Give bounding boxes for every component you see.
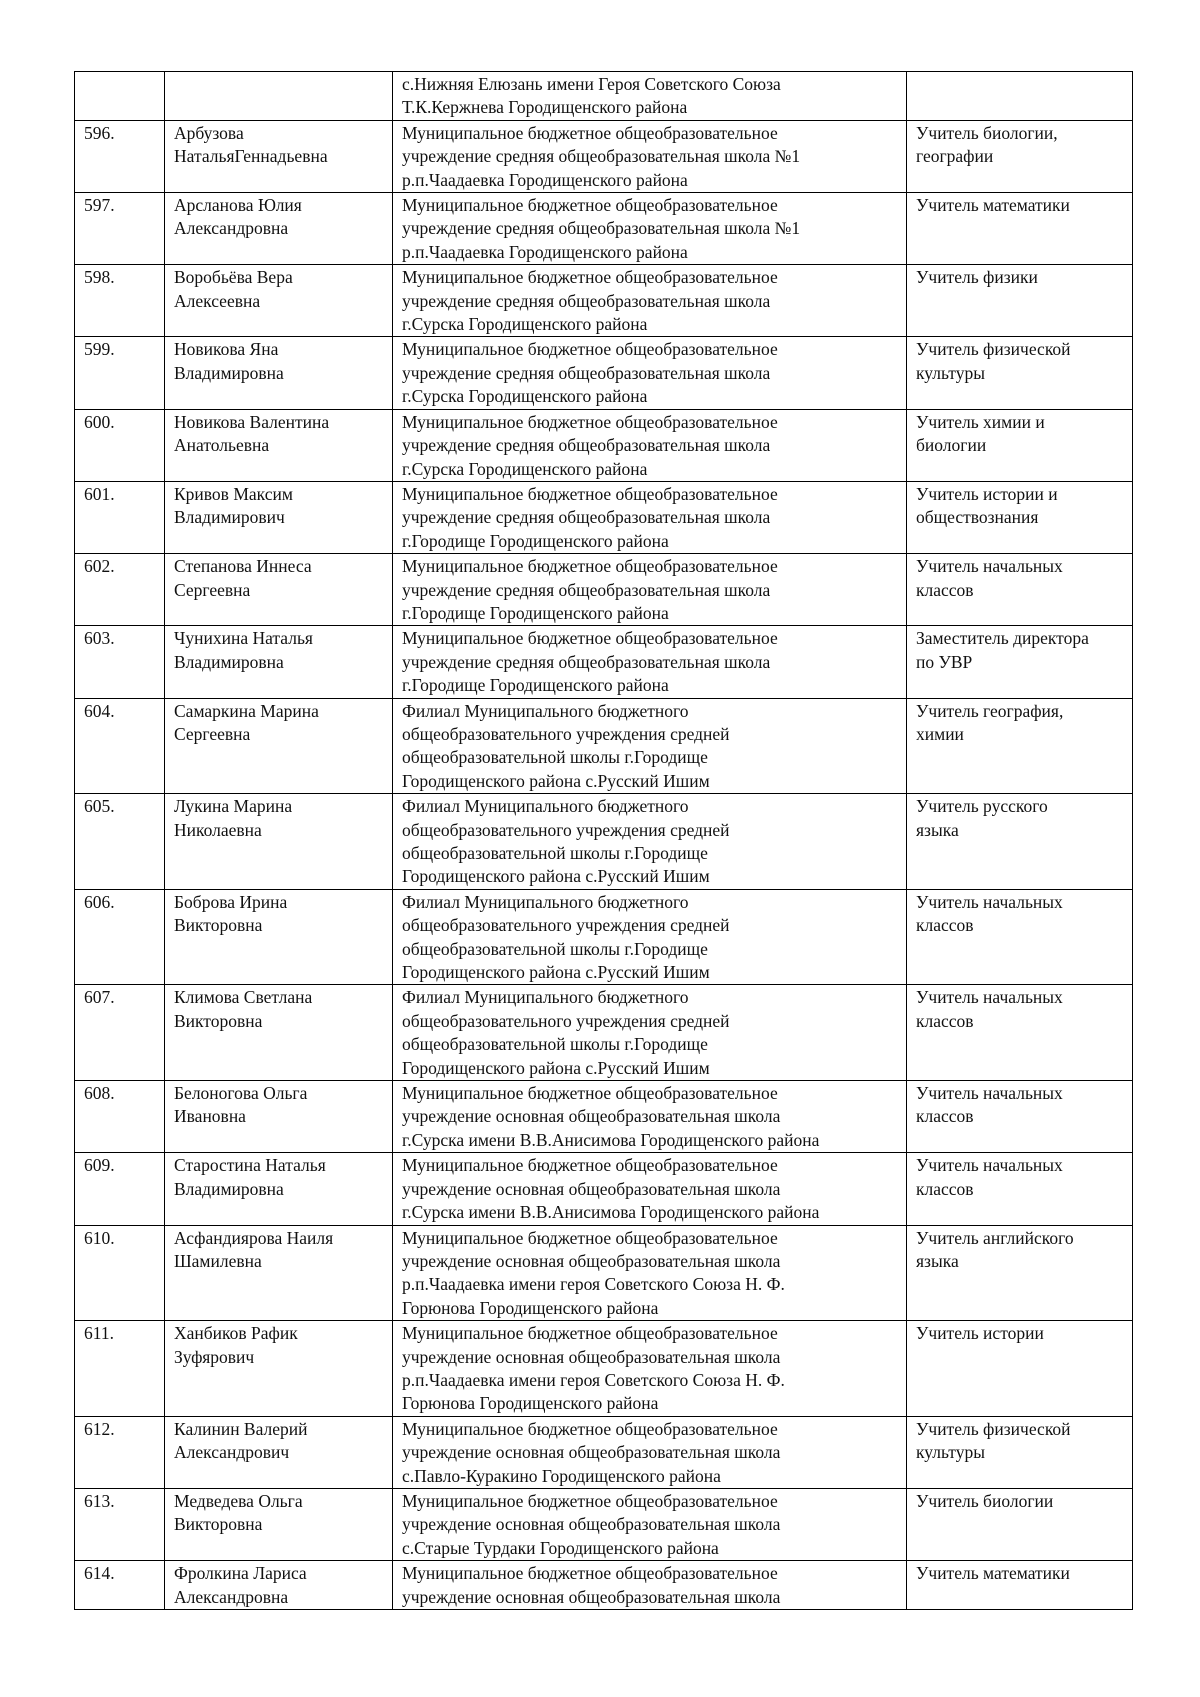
table-row bbox=[75, 409, 1133, 481]
table-body bbox=[75, 72, 1133, 1610]
teacher-name-cell: Новикова Валентина Анатольевна bbox=[165, 409, 393, 481]
row-number-cell: 600. bbox=[75, 409, 165, 481]
row-number-cell: 598. bbox=[75, 265, 165, 337]
position-title-cell: Учитель начальных классов bbox=[907, 1153, 1133, 1225]
school-name-cell: Муниципальное бюджетное общеобразовательное учреждение средняя общеобразовательная школа г.Городище Городищенского района bbox=[393, 481, 907, 553]
row-number-cell: 610. bbox=[75, 1225, 165, 1321]
table-row bbox=[75, 72, 1133, 121]
row-number-cell: 613. bbox=[75, 1488, 165, 1560]
school-name-cell: Муниципальное бюджетное общеобразовательное учреждение основная общеобразовательная школа г.Сурска имени В.В.Анисимова Городищенского района bbox=[393, 1153, 907, 1225]
position-title-cell: Заместитель директора по УВР bbox=[907, 626, 1133, 698]
row-number-cell: 609. bbox=[75, 1153, 165, 1225]
position-title-cell: Учитель география, химии bbox=[907, 698, 1133, 794]
row-number-cell bbox=[75, 72, 165, 121]
school-name-cell: Филиал Муниципального бюджетного общеобразовательного учреждения средней общеобразовательной школы г.Городище Городищенского района с.Русский Ишим bbox=[393, 794, 907, 890]
teacher-name-cell: Новикова Яна Владимировна bbox=[165, 337, 393, 409]
teacher-name-cell: Воробьёва Вера Алексеевна bbox=[165, 265, 393, 337]
position-title-cell: Учитель начальных классов bbox=[907, 554, 1133, 626]
position-title-cell: Учитель математики bbox=[907, 1561, 1133, 1610]
school-name-cell: с.Нижняя Елюзань имени Героя Советского Союза Т.К.Кержнева Городищенского района bbox=[393, 72, 907, 121]
table-row bbox=[75, 1488, 1133, 1560]
teacher-name-cell: Чунихина Наталья Владимировна bbox=[165, 626, 393, 698]
table-row bbox=[75, 1561, 1133, 1610]
row-number-cell: 597. bbox=[75, 193, 165, 265]
position-title-cell: Учитель начальных классов bbox=[907, 889, 1133, 985]
table-row bbox=[75, 698, 1133, 794]
school-name-cell: Филиал Муниципального бюджетного общеобразовательного учреждения средней общеобразовательной школы г.Городище Городищенского района с.Русский Ишим bbox=[393, 698, 907, 794]
school-name-cell: Муниципальное бюджетное общеобразовательное учреждение средняя общеобразовательная школа г.Городище Городищенского района bbox=[393, 626, 907, 698]
teacher-name-cell: Боброва Ирина Викторовна bbox=[165, 889, 393, 985]
teacher-name-cell: Ханбиков Рафик Зуфярович bbox=[165, 1321, 393, 1417]
position-title-cell: Учитель истории и обществознания bbox=[907, 481, 1133, 553]
teacher-name-cell bbox=[165, 72, 393, 121]
position-title-cell: Учитель физической культуры bbox=[907, 1416, 1133, 1488]
row-number-cell: 602. bbox=[75, 554, 165, 626]
row-number-cell: 607. bbox=[75, 985, 165, 1081]
school-name-cell: Муниципальное бюджетное общеобразовательное учреждение основная общеобразовательная школа с.Павло-Куракино Городищенского района bbox=[393, 1416, 907, 1488]
position-title-cell: Учитель химии и биологии bbox=[907, 409, 1133, 481]
school-name-cell: Муниципальное бюджетное общеобразовательное учреждение средняя общеобразовательная школа г.Сурска Городищенского района bbox=[393, 265, 907, 337]
row-number-cell: 604. bbox=[75, 698, 165, 794]
position-title-cell: Учитель начальных классов bbox=[907, 1081, 1133, 1153]
row-number-cell: 601. bbox=[75, 481, 165, 553]
teacher-name-cell: Климова Светлана Викторовна bbox=[165, 985, 393, 1081]
position-title-cell: Учитель физики bbox=[907, 265, 1133, 337]
position-title-cell: Учитель математики bbox=[907, 193, 1133, 265]
table-row bbox=[75, 1081, 1133, 1153]
table-row bbox=[75, 1153, 1133, 1225]
teacher-name-cell: Медведева Ольга Викторовна bbox=[165, 1488, 393, 1560]
teacher-name-cell: Старостина Наталья Владимировна bbox=[165, 1153, 393, 1225]
table-row bbox=[75, 985, 1133, 1081]
position-title-cell: Учитель истории bbox=[907, 1321, 1133, 1417]
school-name-cell: Муниципальное бюджетное общеобразовательное учреждение основная общеобразовательная школа р.п.Чаадаевка имени героя Советского Союза Н. Ф. Горюнова Городищенского района bbox=[393, 1225, 907, 1321]
school-name-cell: Муниципальное бюджетное общеобразовательное учреждение основная общеобразовательная школа bbox=[393, 1561, 907, 1610]
row-number-cell: 599. bbox=[75, 337, 165, 409]
teacher-name-cell: Калинин Валерий Александрович bbox=[165, 1416, 393, 1488]
school-name-cell: Муниципальное бюджетное общеобразовательное учреждение основная общеобразовательная школа с.Старые Турдаки Городищенского района bbox=[393, 1488, 907, 1560]
row-number-cell: 596. bbox=[75, 120, 165, 192]
position-title-cell: Учитель начальных классов bbox=[907, 985, 1133, 1081]
table-row bbox=[75, 889, 1133, 985]
position-title-cell bbox=[907, 72, 1133, 121]
teacher-name-cell: Кривов Максим Владимирович bbox=[165, 481, 393, 553]
teacher-name-cell: Арбузова НатальяГеннадьевна bbox=[165, 120, 393, 192]
row-number-cell: 611. bbox=[75, 1321, 165, 1417]
school-name-cell: Муниципальное бюджетное общеобразовательное учреждение основная общеобразовательная школа г.Сурска имени В.В.Анисимова Городищенского района bbox=[393, 1081, 907, 1153]
table-row bbox=[75, 554, 1133, 626]
table-row bbox=[75, 481, 1133, 553]
school-name-cell: Филиал Муниципального бюджетного общеобразовательного учреждения средней общеобразовательной школы г.Городище Городищенского района с.Русский Ишим bbox=[393, 985, 907, 1081]
school-name-cell: Муниципальное бюджетное общеобразовательное учреждение средняя общеобразовательная школа г.Сурска Городищенского района bbox=[393, 337, 907, 409]
teacher-name-cell: Самаркина Марина Сергеевна bbox=[165, 698, 393, 794]
school-name-cell: Муниципальное бюджетное общеобразовательное учреждение основная общеобразовательная школа р.п.Чаадаевка имени героя Советского Союза Н. Ф. Горюнова Городищенского района bbox=[393, 1321, 907, 1417]
table-row bbox=[75, 193, 1133, 265]
teachers-table bbox=[74, 71, 1133, 1610]
teacher-name-cell: Лукина Марина Николаевна bbox=[165, 794, 393, 890]
teacher-name-cell: Белоногова Ольга Ивановна bbox=[165, 1081, 393, 1153]
position-title-cell: Учитель физической культуры bbox=[907, 337, 1133, 409]
teacher-name-cell: Степанова Иннеса Сергеевна bbox=[165, 554, 393, 626]
school-name-cell: Муниципальное бюджетное общеобразовательное учреждение средняя общеобразовательная школа г.Городище Городищенского района bbox=[393, 554, 907, 626]
teacher-name-cell: Арсланова Юлия Александровна bbox=[165, 193, 393, 265]
table-row bbox=[75, 626, 1133, 698]
row-number-cell: 605. bbox=[75, 794, 165, 890]
school-name-cell: Муниципальное бюджетное общеобразовательное учреждение средняя общеобразовательная школа г.Сурска Городищенского района bbox=[393, 409, 907, 481]
row-number-cell: 614. bbox=[75, 1561, 165, 1610]
position-title-cell: Учитель биологии bbox=[907, 1488, 1133, 1560]
position-title-cell: Учитель русского языка bbox=[907, 794, 1133, 890]
table-row bbox=[75, 337, 1133, 409]
table-row bbox=[75, 1416, 1133, 1488]
table-row bbox=[75, 1321, 1133, 1417]
row-number-cell: 608. bbox=[75, 1081, 165, 1153]
position-title-cell: Учитель английского языка bbox=[907, 1225, 1133, 1321]
school-name-cell: Муниципальное бюджетное общеобразовательное учреждение средняя общеобразовательная школа №1 р.п.Чаадаевка Городищенского района bbox=[393, 193, 907, 265]
row-number-cell: 603. bbox=[75, 626, 165, 698]
teacher-name-cell: Асфандиярова Наиля Шамилевна bbox=[165, 1225, 393, 1321]
school-name-cell: Муниципальное бюджетное общеобразовательное учреждение средняя общеобразовательная школа №1 р.п.Чаадаевка Городищенского района bbox=[393, 120, 907, 192]
position-title-cell: Учитель биологии, географии bbox=[907, 120, 1133, 192]
table-row bbox=[75, 120, 1133, 192]
table-row bbox=[75, 1225, 1133, 1321]
school-name-cell: Филиал Муниципального бюджетного общеобразовательного учреждения средней общеобразовательной школы г.Городище Городищенского района с.Русский Ишим bbox=[393, 889, 907, 985]
teacher-name-cell: Фролкина Лариса Александровна bbox=[165, 1561, 393, 1610]
table-row bbox=[75, 794, 1133, 890]
row-number-cell: 606. bbox=[75, 889, 165, 985]
table-row bbox=[75, 265, 1133, 337]
row-number-cell: 612. bbox=[75, 1416, 165, 1488]
